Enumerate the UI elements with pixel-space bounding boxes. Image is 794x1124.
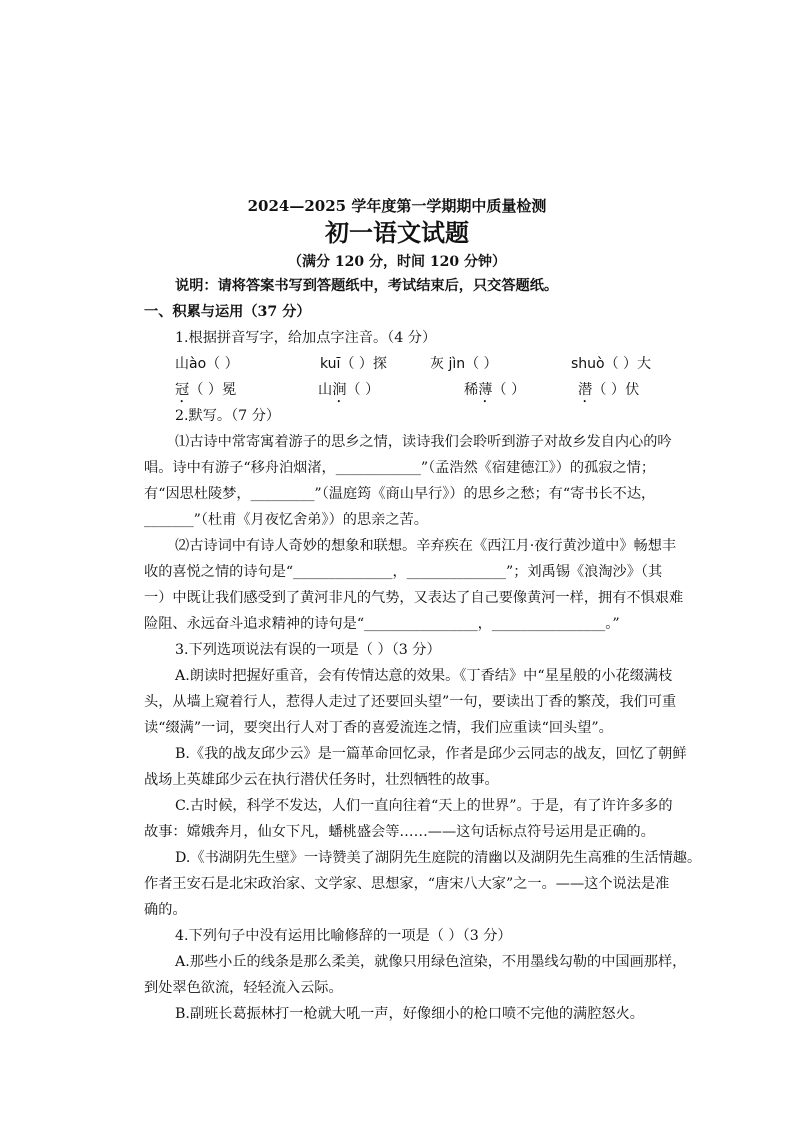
q2-p1-line: _______”（杜甫《月夜忆舍弟》）的思亲之苦。 [144,512,428,528]
exam-year-title: 2024—2025 学年度第一学期期中质量检测 [247,197,547,215]
q4-option-a-line: 到处翠色欲流，轻轻流入云际。 [144,980,343,996]
q3-option-b-line: B.《我的战友邱少云》是一篇革命回忆录，作者是邱少云同志的战友，回忆了朝鲜 [175,746,687,762]
q1-char-item: 潜（ ）伏 [578,382,640,398]
q2-p2-line: ⑵古诗词中有诗人奇妙的想象和联想。辛弃疾在《西江月·夜行黄沙道中》畅想丰 [175,538,677,554]
q3-option-d-line: D.《书湖阴先生壁》一诗赞美了湖阴先生庭院的清幽以及湖阴先生高雅的生活情趣。 [175,850,702,866]
q3-option-c-line: C.古时候，科学不发达，人们一直向往着“天上的世界”。于是，有了许许多多的 [175,798,673,814]
q2-p1-line: 有“因思杜陵梦，_________”（温庭筠《商山早行》）的思乡之愁；有“寄书长不达， [144,486,656,502]
q3-option-a-line: 头，从墙上窥着行人，惹得人走过了还要回头望”一句，要读出丁香的繁茂，我们可重 [144,694,677,710]
q2-prompt: 2.默写。（7 分） [175,408,281,424]
q4-option-a-line: A.那些小丘的线条是那么柔美，就像只用绿色渲染，不用墨线勾勒的中国画那样， [175,954,687,970]
q3-option-d-line: 作者王安石是北宋政治家、文学家、思想家，“唐宋八大家”之一。——这个说法是准 [144,876,670,892]
section1-heading: 一、积累与运用（37 分） [144,304,311,320]
q3-option-c-line: 故事：嫦娥奔月，仙女下凡，蟠桃盛会等……——这句话标点符号运用是正确的。 [144,824,655,840]
q2-p1-line: 唱。诗中有游子“移舟泊烟渚，____________”（孟浩然《宿建德江》）的孤寂之情； [144,460,656,476]
q4-prompt: 4.下列句子中没有运用比喻修辞的一项是（ ）（3 分） [175,928,512,944]
q1-pinyin-row [0,354,794,374]
q2-p2-line: 收的喜悦之情的诗句是“______________，______________”；刘禹锡《浪淘沙》（其 [144,564,663,580]
q1-chars-row [0,380,794,400]
q3-option-b-line: 战场上英雄邱少云在执行潜伏任务时，壮烈牺牲的故事。 [144,772,499,788]
q3-prompt: 3.下列选项说法有误的一项是（ ）（3 分） [175,642,441,658]
q3-option-d-line: 确的。 [144,902,187,918]
q1-pinyin-item: kuī（ ）探 [320,356,387,372]
q2-p2-line: 一）中既让我们感受到了黄河非凡的气势，又表达了自己要像黄河一样，拥有不惧艰难 [144,590,684,606]
exam-instructions: 说明：请将答案书写到答题纸中，考试结束后，只交答题纸。 [175,278,559,294]
q4-option-b-line: B.副班长葛振林打一枪就大吼一声，好像细小的枪口喷不完他的满腔怒火。 [175,1006,644,1022]
q2-p2-line: 险阻、永远奋斗追求精神的诗句是“________________，________________。” [144,616,620,632]
q1-char-item: 山涧（ ） [318,382,380,398]
q3-option-a-line: A.朗读时把握好重音，会有传情达意的效果。《丁香结》中“星星般的小花缀满枝 [175,668,673,684]
q1-prompt: 1.根据拼音写字，给加点字注音。（4 分） [175,330,437,346]
q1-char-item: 冠（ ）冕 [175,382,237,398]
q1-pinyin-item: shuò（ ）大 [571,356,652,372]
exam-main-title: 初一语文试题 [325,218,469,247]
q2-p1-line: ⑴古诗中常寄寓着游子的思乡之情，读诗我们会聆听到游子对故乡发自内心的吟 [175,434,672,450]
q1-char-item: 稀薄（ ） [464,382,526,398]
q1-pinyin-item: 山ào（ ） [175,356,239,372]
q3-option-a-line: 读“缀满”一词，要突出行人对丁香的喜爱流连之情，我们应重读“回头望”。 [144,720,613,736]
q1-pinyin-item: 灰 jìn（ ） [430,356,498,372]
exam-full-marks: （满分 120 分，时间 120 分钟） [288,254,506,270]
